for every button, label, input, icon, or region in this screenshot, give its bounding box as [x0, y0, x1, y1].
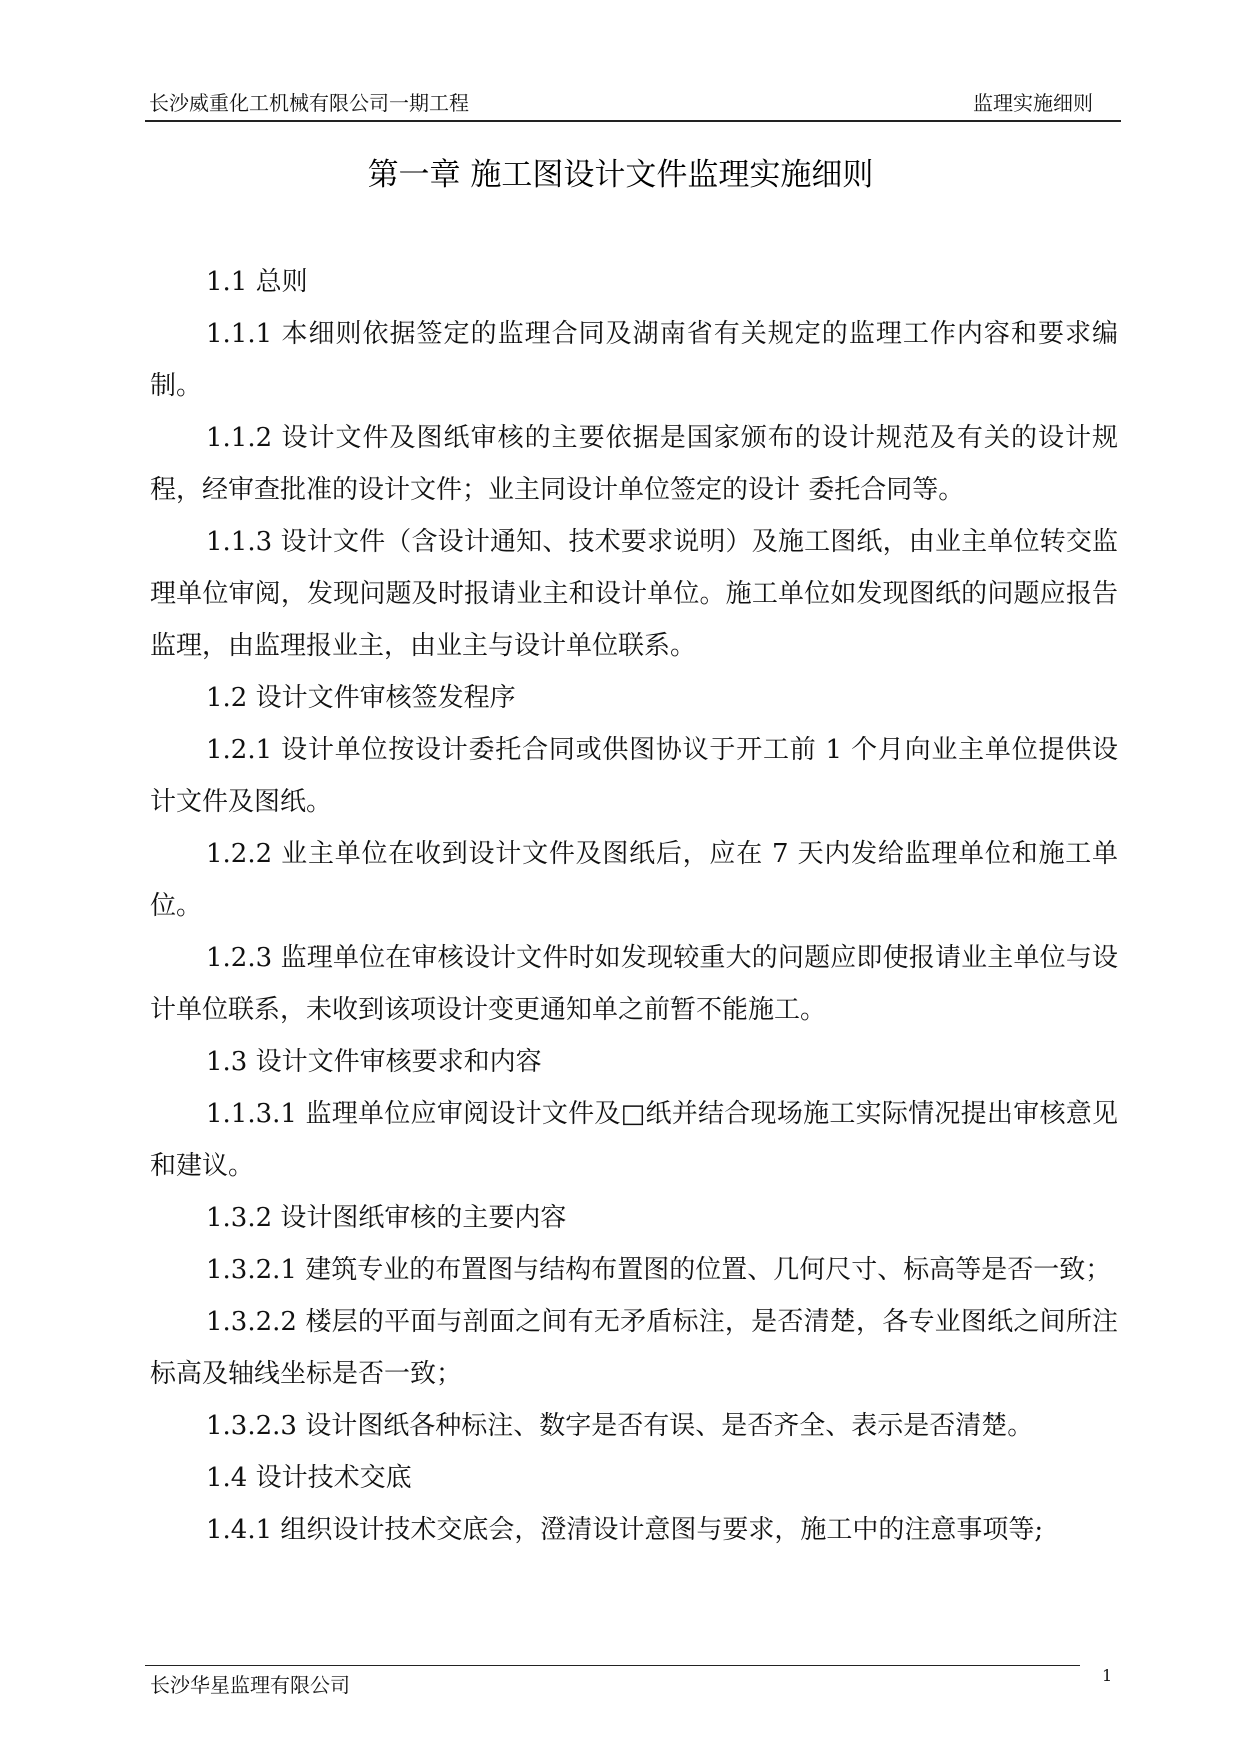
header-project-name: 长沙威重化工机械有限公司一期工程: [149, 91, 469, 115]
page-header: [145, 86, 1121, 122]
paragraph-1-1-3: 1.1.3 设计文件（含设计通知、技术要求说明）及施工图纸，由业主单位转交监理单位审阅，发现问题及时报请业主和设计单位。施工单位如发现图纸的问题应报告监理，由监理报业主，由业主与设计单位联系。: [150, 527, 1118, 661]
paragraph-1-2: 1.2 设计文件审核签发程序: [206, 683, 516, 713]
page-number: 1: [1102, 1666, 1113, 1685]
paragraph-1-3: 1.3 设计文件审核要求和内容: [206, 1047, 542, 1077]
paragraph-1-2-2: 1.2.2 业主单位在收到设计文件及图纸后，应在 7 天内发给监理单位和施工单位。: [150, 839, 1118, 921]
paragraph-1-2-1: 1.2.1 设计单位按设计委托合同或供图协议于开工前 1 个月向业主单位提供设计文件及图纸。: [150, 735, 1118, 817]
paragraph-1-3-2: 1.3.2 设计图纸审核的主要内容: [206, 1203, 567, 1233]
footer-company: 长沙华星监理有限公司: [150, 1673, 350, 1697]
paragraph-1-1-3-1: 1.1.3.1 监理单位应审阅设计文件及□纸并结合现场施工实际情况提出审核意见和建议。: [150, 1099, 1118, 1181]
paragraph-1-3-2-1: 1.3.2.1 建筑专业的布置图与结构布置图的位置、几何尺寸、标高等是否一致；: [206, 1255, 1112, 1285]
paragraph-1-4: 1.4 设计技术交底: [206, 1463, 412, 1493]
document-body: [150, 256, 1118, 1556]
paragraph-1-3-2-3: 1.3.2.3 设计图纸各种标注、数字是否有误、是否齐全、表示是否清楚。: [206, 1411, 1034, 1441]
paragraph-1-2-3: 1.2.3 监理单位在审核设计文件时如发现较重大的问题应即使报请业主单位与设计单位联系，未收到该项设计变更通知单之前暂不能施工。: [150, 943, 1118, 1025]
paragraph-1-4-1: 1.4.1 组织设计技术交底会，澄清设计意图与要求，施工中的注意事项等;: [206, 1515, 1044, 1545]
footer-divider: [145, 1665, 1080, 1666]
header-document-type: 监理实施细则: [973, 91, 1093, 115]
paragraph-1-1-1: 1.1.1 本细则依据签定的监理合同及湖南省有关规定的监理工作内容和要求编制。: [150, 319, 1118, 401]
paragraph-1-1: 1.1 总则: [206, 267, 308, 297]
paragraph-1-3-2-2: 1.3.2.2 楼层的平面与剖面之间有无矛盾标注，是否清楚，各专业图纸之间所注标高及轴线坐标是否一致；: [150, 1307, 1118, 1389]
paragraph-1-1-2: 1.1.2 设计文件及图纸审核的主要依据是国家颁布的设计规范及有关的设计规程，经审查批准的设计文件；业主同设计单位签定的设计 委托合同等。: [150, 423, 1118, 505]
chapter-title: 第一章 施工图设计文件监理实施细则: [367, 157, 874, 193]
